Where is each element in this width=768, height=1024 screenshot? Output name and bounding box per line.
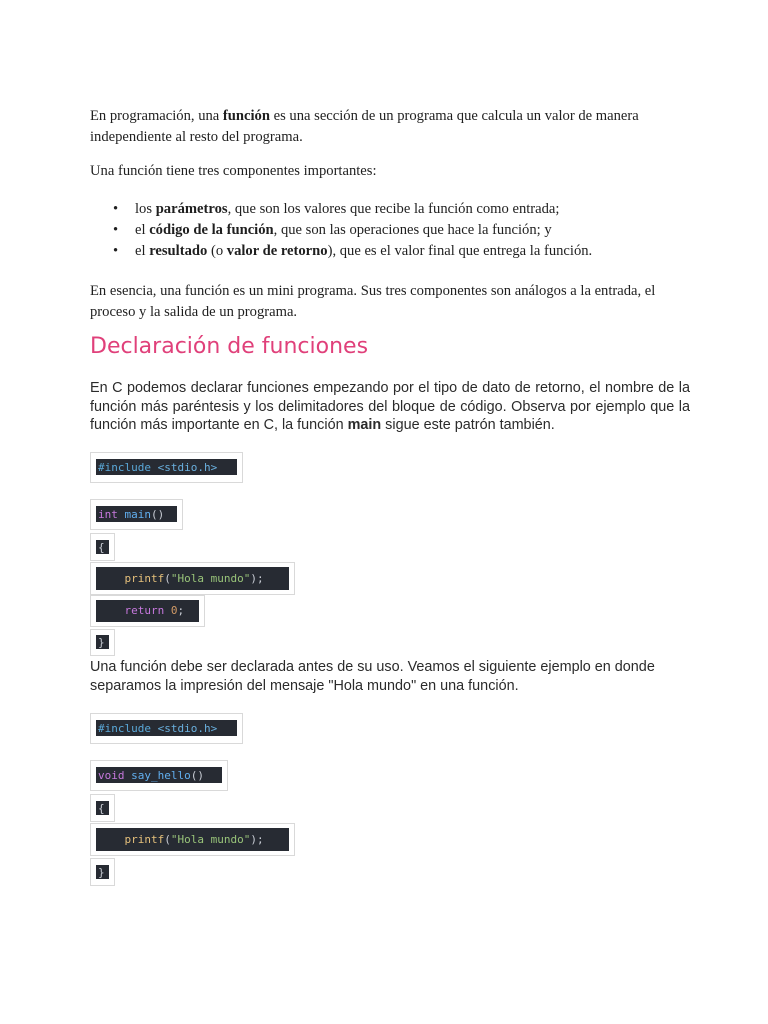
components-list — [90, 199, 690, 262]
code-token: #include — [98, 461, 151, 474]
text-run: el — [135, 222, 150, 238]
code-token: <stdio.h> — [150, 722, 218, 735]
code-snippet-printf — [90, 562, 295, 595]
code-snippet-include — [90, 452, 243, 483]
bullet-icon: • — [113, 243, 119, 259]
code-snippet-return — [90, 595, 205, 627]
code-token: int — [98, 508, 118, 521]
code-token: ( — [164, 833, 171, 846]
code-line — [96, 506, 177, 522]
code-token: ( — [164, 572, 171, 585]
code-line — [96, 600, 199, 622]
bullet-icon: • — [113, 222, 119, 238]
code-line: } — [96, 635, 109, 649]
text-run: sigue este patrón también. — [381, 417, 555, 434]
bold-term: parámetros — [155, 201, 228, 217]
code-token: return — [124, 604, 165, 617]
say-hello-paragraph: Una función debe ser declarada antes de su uso. Veamos el siguiente ejemplo en donde separamos la impresión del mensaje "Hola mundo" en una función. — [90, 659, 655, 694]
code-snippet-open-brace-2 — [90, 794, 115, 822]
code-token: void — [98, 769, 125, 782]
code-token: ; — [177, 604, 185, 617]
components-intro: Una función tiene tres componentes importantes: — [90, 163, 377, 179]
text-run: , que son las operaciones que hace la función; y — [273, 222, 552, 238]
code-token: say_hello — [124, 769, 191, 782]
code-token: ); — [250, 833, 264, 846]
bold-term: valor de retorno — [226, 243, 328, 259]
text-run: ), que es el valor final que entrega la función. — [327, 243, 593, 259]
code-snippet-close-brace-2 — [90, 858, 115, 886]
list-item — [90, 241, 690, 262]
bold-term: resultado — [149, 243, 208, 259]
text-run: En programación, una — [90, 108, 223, 124]
bold-term: código de la función — [149, 222, 274, 238]
code-token: "Hola mundo" — [170, 572, 251, 585]
code-line: } — [96, 865, 109, 879]
section-heading: Declaración de funciones — [90, 334, 369, 359]
text-run: En C podemos declarar funciones empezando por el tipo de dato de retorno, el nombre de la función más paréntesis y los delimitadores del bloque de código. Observa por ejemplo que la función más importante en C, la función — [90, 380, 690, 434]
code-line — [96, 767, 222, 783]
text-run: , que son los valores que recibe la función como entrada; — [227, 201, 560, 217]
code-token: printf — [124, 572, 165, 585]
code-snippet-say-hello-signature — [90, 760, 228, 791]
code-snippet-main-signature — [90, 499, 183, 530]
list-item — [90, 199, 690, 220]
code-snippet-close-brace — [90, 629, 115, 656]
code-token: ); — [250, 572, 264, 585]
code-token — [98, 833, 125, 846]
code-token: <stdio.h> — [150, 461, 218, 474]
text-run: el — [135, 243, 150, 259]
code-token: printf — [124, 833, 165, 846]
list-item — [90, 220, 690, 241]
text-run: es una sección de un programa que calcula un valor de manera independiente al resto del programa. — [90, 108, 639, 145]
code-snippet-open-brace — [90, 533, 115, 561]
code-token — [98, 572, 125, 585]
code-token: main — [117, 508, 151, 521]
code-line — [96, 567, 289, 590]
bold-term-main: main — [347, 417, 382, 434]
code-snippet-include-2 — [90, 713, 243, 744]
code-token — [98, 604, 125, 617]
code-token: () — [190, 769, 204, 782]
code-token: () — [151, 508, 165, 521]
text-run: los — [135, 201, 156, 217]
declaration-paragraph — [90, 379, 690, 435]
summary-paragraph: En esencia, una función es un mini programa. Sus tres componentes son análogos a la entrada, el proceso y la salida de un programa. — [90, 283, 656, 320]
code-line: { — [96, 540, 109, 554]
text-run: (o — [207, 243, 227, 259]
code-snippet-printf-2 — [90, 823, 295, 856]
bullet-icon: • — [113, 201, 119, 217]
code-line: { — [96, 801, 109, 815]
code-line — [96, 720, 237, 736]
code-token: "Hola mundo" — [170, 833, 251, 846]
code-line — [96, 459, 237, 475]
bold-term-funcion: función — [222, 108, 270, 124]
intro-paragraph — [90, 106, 680, 148]
code-token: #include — [98, 722, 151, 735]
code-line — [96, 828, 289, 851]
code-token: 0 — [164, 604, 178, 617]
